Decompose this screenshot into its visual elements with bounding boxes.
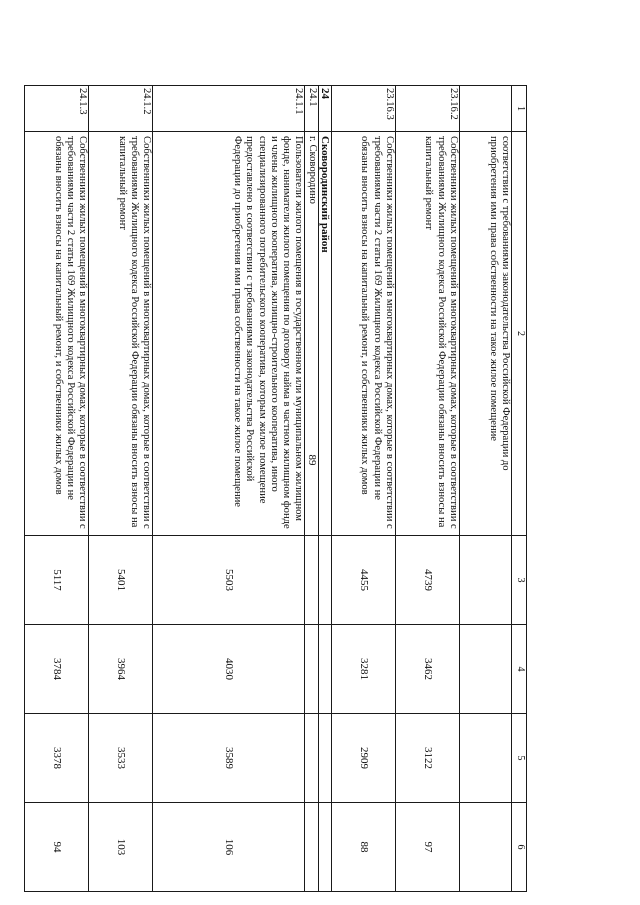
column-number: 2 [512, 132, 527, 536]
row-description: соответствии с требованиями законодательства Российской Федерации до приобретения ими права собственности на такое жилое помещение [460, 132, 512, 536]
row-description: Собственники жилых помещений в многоквартирных домах, которые в соответствии с требованиями Жилищного кодекса Российской Федерации обязаны вносить взносы на капитальный ремонт [89, 132, 153, 536]
cell-value: 2909 [332, 714, 396, 803]
table-row [396, 86, 460, 892]
row-code: 24 [318, 86, 331, 132]
column-number: 3 [512, 536, 527, 625]
city-row [305, 86, 318, 892]
cell-value: 3281 [332, 625, 396, 714]
cell-value: 5503 [153, 536, 305, 625]
cell-value [460, 625, 512, 714]
table-row [89, 86, 153, 892]
column-numbers-row [512, 86, 527, 892]
city-name: г. Сковородино [305, 132, 318, 536]
cell-value: 106 [153, 803, 305, 892]
cell-value: 3378 [25, 714, 89, 803]
district-name: Сковородинский район [318, 132, 331, 536]
cell-value: 88 [332, 803, 396, 892]
cell-value [318, 803, 331, 892]
cell-value: 5401 [89, 536, 153, 625]
column-number: 1 [512, 86, 527, 132]
cell-value [318, 536, 331, 625]
norms-table [24, 85, 527, 892]
cell-value: 3122 [396, 714, 460, 803]
row-code: 24.1 [305, 86, 318, 132]
cell-value: 3589 [153, 714, 305, 803]
cell-value: 5117 [25, 536, 89, 625]
column-number: 4 [512, 625, 527, 714]
cell-value: 4739 [396, 536, 460, 625]
cell-value [305, 714, 318, 803]
column-number: 6 [512, 803, 527, 892]
table-row [25, 86, 89, 892]
table-row [153, 86, 305, 892]
row-code: 23.16.3 [332, 86, 396, 132]
row-description: Собственники жилых помещений в многоквартирных домах, которые в соответствии с требованиями Жилищного кодекса Российской Федерации обязаны вносить взносы на капитальный ремонт [396, 132, 460, 536]
row-description: Пользователи жилого помещения в государственном или муниципальном жилищном фонде, наниматели жилого помещения по договору найма в частном жилищном фонде и члены жилищного кооператива, жилищно-строительного кооператива, иного специализированного потребительского кооператива, которым жилое помещение предоставлено в соответствии с требованиями законодательства Российской Федерации до приобретения ими права собственности на такое жилое помещение [153, 132, 305, 536]
district-row [318, 86, 331, 892]
row-description: Собственники жилых помещений в многоквартирных домах, которые в соответствии с требованиями части 2 статьи 169 Жилищного кодекса Российской Федерации не обязаны вносить взносы на капитальный ремонт, и собственники жилых домов [332, 132, 396, 536]
cell-value [305, 803, 318, 892]
cell-value: 3964 [89, 625, 153, 714]
cell-value [305, 625, 318, 714]
cell-value: 4030 [153, 625, 305, 714]
row-code [460, 86, 512, 132]
rotated-table-container [51, 85, 527, 891]
cell-value: 94 [25, 803, 89, 892]
cell-value: 3533 [89, 714, 153, 803]
cell-value [318, 625, 331, 714]
row-code: 24.1.3 [25, 86, 89, 132]
table-row [332, 86, 396, 892]
column-number: 5 [512, 714, 527, 803]
table-row [460, 86, 512, 892]
cell-value [318, 714, 331, 803]
cell-value [460, 536, 512, 625]
page-number: 89 [306, 454, 318, 466]
cell-value [460, 714, 512, 803]
cell-value [460, 803, 512, 892]
row-code: 24.1.1 [153, 86, 305, 132]
cell-value: 3784 [25, 625, 89, 714]
cell-value: 97 [396, 803, 460, 892]
row-code: 24.1.2 [89, 86, 153, 132]
cell-value: 4455 [332, 536, 396, 625]
cell-value [305, 536, 318, 625]
row-code: 23.16.2 [396, 86, 460, 132]
row-description: Собственники жилых помещений в многоквартирных домах, которые в соответствии с требованиями части 2 статьи 169 Жилищного кодекса Российской Федерации не обязаны вносить взносы на капитальный ремонт, и собственники жилых домов [25, 132, 89, 536]
cell-value: 103 [89, 803, 153, 892]
cell-value: 3462 [396, 625, 460, 714]
